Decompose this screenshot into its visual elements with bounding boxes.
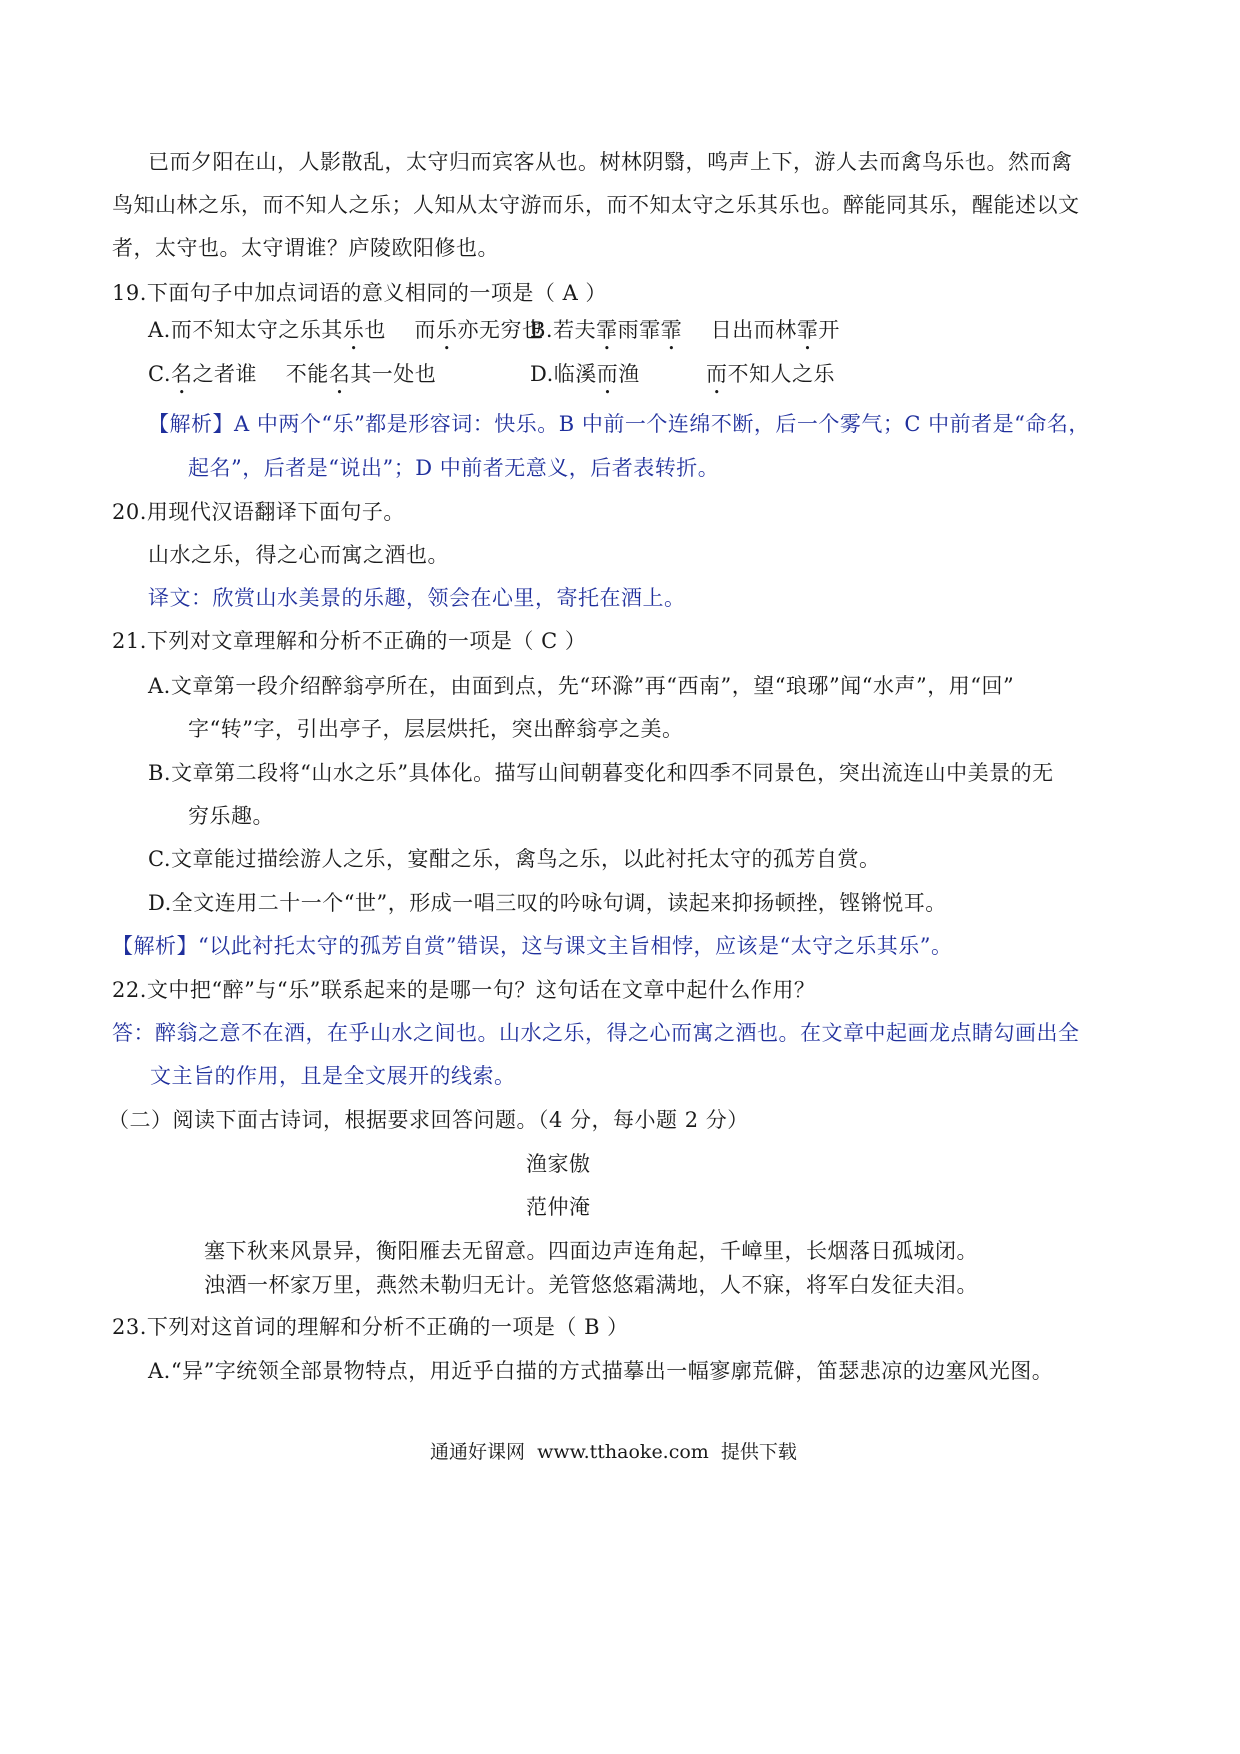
passage-line-2: 鸟知山林之乐，而不知人之乐；人知从太守游而乐，而不知太守之乐其乐也。醉能同其乐，醒能述以文 [112,193,1080,217]
question-23-stem: 23.下列对这首词的理解和分析不正确的一项是（ B ） [112,1315,629,1339]
poem-line-2: 浊酒一杯家万里，燕然未勒归无计。羌管悠悠霜满地，人不寐，将军白发征夫泪。 [204,1273,978,1297]
q20-answer: 译文：欣赏山水美景的乐趣，领会在心里，寄托在酒上。 [148,586,686,610]
question-19-stem: 19.下面句子中加点词语的意义相同的一项是（ A ） [112,281,607,305]
q21-option-d: D.全文连用二十一个“世”，形成一唱三叹的吟咏句调，读起来抑扬顿挫，铿锵悦耳。 [148,891,947,915]
emphasis-char: 霏 [796,318,819,342]
page-footer: 通通好课网 www.tthaoke.com 提供下载 [430,1441,797,1463]
question-20-stem: 20.用现代汉语翻译下面句子。 [112,500,405,524]
emphasis-char: 而 [596,362,619,386]
q23-option-a: A.“异”字统领全部景物特点，用近乎白描的方式描摹出一幅寥廓荒僻，笛瑟悲凉的边塞风光图。 [148,1359,1054,1383]
poem-line-1: 塞下秋来风景异，衡阳雁去无留意。四面边声连角起，千嶂里，长烟落日孤城闭。 [204,1239,978,1263]
q21-option-b-line-2: 穷乐趣。 [188,804,274,828]
passage-line-1: 已而夕阳在山，人影散乱，太守归而宾客从也。树林阴翳，鸣声上下，游人去而禽鸟乐也。然而禽 [148,150,1073,174]
q20-sentence: 山水之乐，得之心而寓之酒也。 [148,543,449,567]
emphasis-char: 霏 [660,318,683,342]
emphasis-char: 霏 [596,318,618,342]
q21-option-a-line-2: 字“转”字，引出亭子，层层烘托，突出醉翁亭之美。 [188,717,684,741]
q21-option-c: C.文章能过描绘游人之乐，宴酣之乐，禽鸟之乐，以此衬托太守的孤芳自赏。 [148,847,881,871]
q21-option-b-line-1: B.文章第二段将“山水之乐”具体化。描写山间朝暮变化和四季不同景色，突出流连山中美景的无 [148,761,1054,785]
q19-option-b: B.若夫霏雨霏霏 日出而林霏开 [530,318,840,342]
q19-option-d-second: 而不知人之乐 [706,362,835,386]
poem-author: 范仲淹 [526,1195,591,1219]
emphasis-char: 乐 [436,318,458,342]
q19-analysis-line-2: 起名”，后者是“说出”；D 中前者无意义，后者表转折。 [188,456,720,480]
q22-answer-line-2: 文主旨的作用，且是全文展开的线索。 [150,1064,516,1088]
emphasis-char: 乐 [342,318,365,342]
section-2-heading: （二）阅读下面古诗词，根据要求回答问题。（4 分，每小题 2 分） [108,1108,749,1132]
emphasis-char: 名 [171,362,193,386]
emphasis-char: 而 [706,362,728,386]
q21-option-a-line-1: A.文章第一段介绍醉翁亭所在，由面到点，先“环滁”再“西南”，望“琅琊”闻“水声”，用“回” [148,674,1015,698]
passage-line-3: 者，太守也。太守谓谁？庐陵欧阳修也。 [112,236,499,260]
question-22-stem: 22.文中把“醉”与“乐”联系起来的是哪一句？这句话在文章中起什么作用？ [112,978,816,1002]
poem-title: 渔家傲 [526,1152,591,1176]
q19-analysis-line-1: 【解析】A 中两个“乐”都是形容词：快乐。B 中前一个连绵不断，后一个雾气；C 中前者是“命名， [148,412,1090,436]
emphasis-char: 名 [328,362,351,386]
q19-option-d: D.临溪而渔 [530,362,640,386]
q19-option-a: A.而不知太守之乐其乐也 而乐亦无穷也 [148,318,544,342]
q22-answer-line-1: 答：醉翁之意不在酒，在乎山水之间也。山水之乐，得之心而寓之酒也。在文章中起画龙点睛勾画出全 [112,1021,1080,1045]
q19-option-c: C.名之者谁 不能名其一处也 [148,362,437,386]
q21-analysis: 【解析】“以此衬托太守的孤芳自赏”错误，这与课文主旨相悖，应该是“太守之乐其乐”。 [112,934,953,958]
question-21-stem: 21.下列对文章理解和分析不正确的一项是（ C ） [112,629,587,653]
